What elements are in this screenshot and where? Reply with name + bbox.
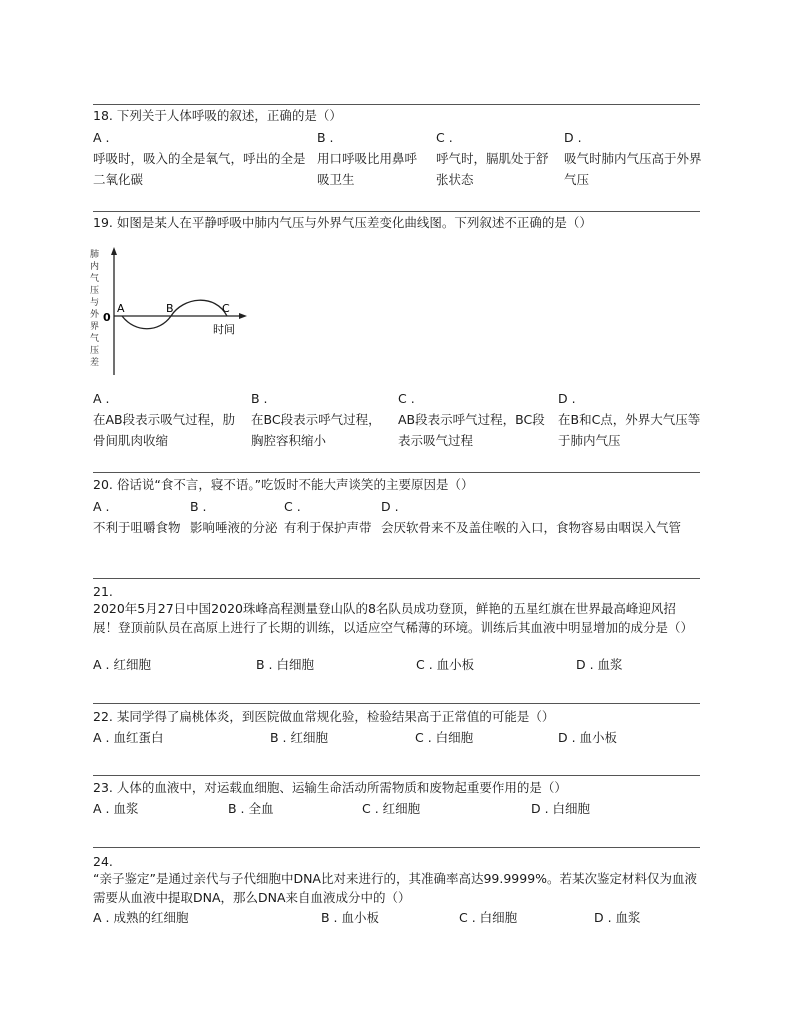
origin-label: 0 — [103, 311, 111, 324]
option-label: A . — [93, 130, 110, 145]
option-label: A . — [93, 499, 110, 514]
option-label: B . — [190, 499, 207, 514]
option-a[interactable] — [93, 496, 181, 538]
separator-q24 — [93, 847, 700, 848]
option-d[interactable]: D . 血浆 — [576, 657, 623, 672]
option-b[interactable]: B . 红细胞 — [270, 730, 328, 745]
option-a[interactable] — [93, 388, 243, 451]
option-b[interactable] — [317, 127, 429, 190]
option-text: 会厌软骨来不及盖住喉的入口，食物容易由咽误入气管 — [381, 520, 682, 535]
pressure-curve — [122, 300, 227, 329]
question-stem: 20. 俗话说“食不言，寝不语。”吃饭时不能大声谈笑的主要原因是（） — [93, 477, 474, 492]
option-label: B . — [251, 391, 268, 406]
separator-q20 — [93, 472, 700, 473]
option-d[interactable] — [564, 127, 702, 190]
option-a[interactable]: A . 血红蛋白 — [93, 730, 164, 745]
option-text: 用口呼吸比用鼻呼吸卫生 — [317, 151, 418, 187]
option-text: 有利于保护声带 — [284, 520, 372, 535]
option-d[interactable]: D . 白细胞 — [531, 801, 591, 816]
option-text: 不利于咀嚼食物 — [93, 520, 181, 535]
separator-q21 — [93, 578, 700, 579]
option-d[interactable] — [558, 388, 701, 451]
option-a[interactable]: A . 红细胞 — [93, 657, 151, 672]
question-stem: 22. 某同学得了扁桃体炎，到医院做血常规化验，检验结果高于正常值的可能是（） — [93, 709, 555, 724]
x-axis-label: 时间 — [213, 323, 235, 336]
question-number: 21. — [93, 584, 113, 599]
option-text: 吸气时肺内气压高于外界气压 — [564, 151, 702, 187]
option-c[interactable]: C . 红细胞 — [362, 801, 421, 816]
option-text: 影响唾液的分泌 — [190, 520, 278, 535]
option-b[interactable]: B . 白细胞 — [256, 657, 314, 672]
svg-text:压: 压 — [90, 346, 100, 356]
separator-q23 — [93, 775, 700, 776]
x-axis-arrow — [239, 313, 247, 319]
svg-text:外: 外 — [90, 310, 100, 320]
option-label: C . — [436, 130, 453, 145]
option-c[interactable] — [398, 388, 548, 451]
svg-text:内: 内 — [90, 262, 100, 272]
option-label: C . — [398, 391, 415, 406]
question-stem: 18. 下列关于人体呼吸的叙述，正确的是（） — [93, 108, 342, 123]
svg-text:压: 压 — [90, 286, 100, 296]
option-d[interactable] — [381, 496, 701, 538]
svg-text:差: 差 — [90, 358, 100, 368]
option-label: D . — [558, 391, 576, 406]
option-label: A . — [93, 391, 110, 406]
option-b[interactable]: B . 全血 — [228, 801, 274, 816]
question-stem: 2020年5月27日中国2020珠峰高程测量登山队的8名队员成功登顶，鲜艳的五星红旗在世界最高峰迎风招展！登顶前队员在高原上进行了长期的训练，以适应空气稀薄的环境。训练后其血液中明显增加的成分是（） — [93, 601, 694, 635]
option-c[interactable]: C . 白细胞 — [415, 730, 474, 745]
option-label: B . — [317, 130, 334, 145]
option-b[interactable] — [190, 496, 280, 538]
option-text: 呼气时，膈肌处于舒张状态 — [436, 151, 549, 187]
svg-text:肺: 肺 — [90, 250, 100, 260]
option-a[interactable]: A . 血浆 — [93, 801, 139, 816]
option-d[interactable]: D . 血浆 — [594, 910, 641, 925]
option-d[interactable]: D . 血小板 — [558, 730, 618, 745]
pressure-curve-figure — [87, 245, 257, 380]
separator-q22 — [93, 703, 700, 704]
option-a[interactable] — [93, 127, 315, 190]
option-b[interactable]: B . 血小板 — [321, 910, 379, 925]
y-axis-label — [90, 248, 100, 368]
question-stem: 19. 如图是某人在平静呼吸中肺内气压与外界气压差变化曲线图。下列叙述不正确的是（） — [93, 215, 592, 230]
option-label: C . — [284, 499, 301, 514]
question-number: 24. — [93, 854, 113, 869]
svg-text:气: 气 — [90, 334, 100, 344]
svg-text:与: 与 — [90, 298, 100, 308]
option-c[interactable] — [436, 127, 560, 190]
option-text: 在AB段表示吸气过程，肋骨间肌肉收缩 — [93, 412, 236, 448]
option-c[interactable]: C . 白细胞 — [459, 910, 518, 925]
point-c-label: C — [222, 302, 230, 315]
option-text: 呼吸时，吸入的全是氧气，呼出的全是二氧化碳 — [93, 151, 306, 187]
point-b-label: B — [166, 302, 174, 315]
option-text: AB段表示呼气过程，BC段表示吸气过程 — [398, 412, 545, 448]
y-axis-arrow — [111, 247, 117, 255]
option-text: 在BC段表示呼气过程，胸腔容积缩小 — [251, 412, 381, 448]
option-c[interactable] — [284, 496, 374, 538]
option-a[interactable]: A . 成熟的红细胞 — [93, 910, 189, 925]
point-a-label: A — [117, 302, 125, 315]
question-stem: “亲子鉴定”是通过亲代与子代细胞中DNA比对来进行的，其准确率高达99.9999%。若某次鉴定材料仅为血液需要从血液中提取DNA，那么DNA来自血液成分中的（） — [93, 871, 698, 905]
option-text: 在B和C点，外界大气压等于肺内气压 — [558, 412, 701, 448]
separator-q18 — [93, 104, 700, 105]
option-label: D . — [381, 499, 399, 514]
option-b[interactable] — [251, 388, 391, 451]
svg-text:界: 界 — [90, 322, 100, 332]
question-stem: 23. 人体的血液中，对运载血细胞、运输生命活动所需物质和废物起重要作用的是（） — [93, 780, 567, 795]
separator-q19 — [93, 211, 700, 212]
option-c[interactable]: C . 血小板 — [416, 657, 475, 672]
option-label: D . — [564, 130, 582, 145]
svg-text:气: 气 — [90, 274, 100, 284]
